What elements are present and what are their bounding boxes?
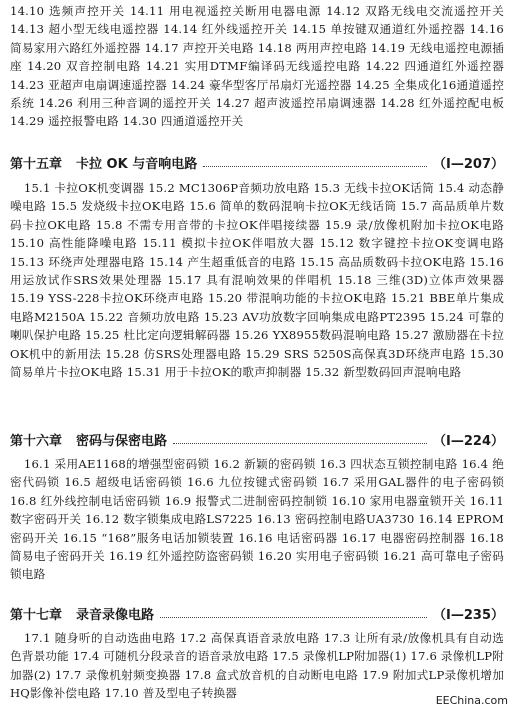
- chapter-16-entries: 16.1 采用AE1168的增强型密码锁 16.2 新颖的密码锁 16.3 四状态互锁控制电路 16.4 绝密代码锁 16.5 超级电话密码锁 16.6 九位按键式密码锁 16.7 采用GAL器件的电子密码锁 16.8 红外线控制电话密码锁 16.9 报警式二进制密码控制锁 16.10 家用电器童锁开关 16.11 数字密码开关 16.12 数字锁集成电路LS7225 16.13 密码控制电路UA3730 16.14 EPROM密码开关 16.15 “168”服务电话加锁装置 16.16 电话密码器 16.17 电器密码控制器 16.18 简易电子密码开关 16.19 红外遥控防盗密码锁 16.20 实用电子密码锁 16.21 高可靠电子密码锁电路: [10, 457, 504, 582]
- chapter-title: 录音录像电路: [76, 607, 155, 623]
- chapter-17-heading[interactable]: [10, 602, 504, 624]
- chapter-number: 第十六章: [10, 433, 63, 449]
- page-reference: （Ⅰ—224）: [433, 433, 504, 449]
- chapter-16-heading[interactable]: [10, 428, 504, 450]
- chapter-14-tail-entries: 14.10 选频声控开关 14.11 用电视遥控关断用电器电源 14.12 双路无线电交流遥控开关 14.13 超小型无线电遥控器 14.14 红外线遥控开关 14.15 单按键双通道红外遥控器 14.16 简易家用六路红外遥控器 14.17 声控开关电路 14.18 两用声控电路 14.19 无线电遥控电源插座 14.20 双音控制电路 14.21 实用DTMF编译码无线遥控电路 14.22 四通道红外遥控器 14.23 亚超声电扇调速遥控器 14.24 豪华型客厅吊扇灯光遥控器 14.25 全集成化16通道遥控系统 14.26 利用三种音调的遥控开关 14.27 超声波遥控吊扇调速器 14.28 红外遥控配电板 14.29 遥控报警电路 14.30 四通道遥控开关: [10, 4, 504, 129]
- chapter-15-entries: 15.1 卡拉OK机变调器 15.2 MC1306P音频功放电路 15.3 无线卡拉OK话筒 15.4 动态静噪电路 15.5 发烧级卡拉OK电路 15.6 简单的数码混响卡拉OK无线话筒 15.7 高品质单片数码卡拉OK电路 15.8 不需专用音带的卡拉OK伴唱接续器 15.9 录/放像机附加卡拉OK电路 15.10 高性能降噪电路 15.11 模拟卡拉OK伴唱放大器 15.12 数字键控卡拉OK变调电路 15.13 环绕声处理器电路 15.14 产生超重低音的电路 15.15 高品质数码卡拉OK电路 15.16 用运放试作SRS效果处理器 15.17 具有混响效果的伴唱机 15.18 三维(3D)立体声效果器 15.19 YSS-228卡拉OK环绕声电路 15.20 带混响功能的卡拉OK电路 15.21 BBE单片集成电路M2150A 15.22 音频功放电路 15.23 AV功放数字回响集成电路PT2395 15.24 可靠的喇叭保护电路 15.25 杜比定向逻辑解码器 15.26 YX8955数码混响电路 15.27 激励器在卡拉OK机中的新用法 15.28 仿SRS处理器电路 15.29 SRS 5250S高保真3D环绕声电路 15.30 简易单片卡拉OK电路 15.31 用于卡拉OK的歌声抑制器 15.32 新型数码回声混响电路: [10, 181, 504, 380]
- chapter-17-entries: 17.1 随身听的自动选曲电路 17.2 高保真语音录放电路 17.3 让所有录/放像机具有自动选色背景功能 17.4 可随机分段录音的语音录放电路 17.5 录像机LP附加器(1) 17.6 录像机LP附加器(2) 17.7 录像机射频变换器 17.8 盒式放音机的自动断电电路 17.9 附加式LP录像机增加HQ影像补偿电路 17.10 普及型电子转换器: [10, 631, 504, 701]
- dot-leader: [160, 609, 427, 618]
- page-reference: （Ⅰ—207）: [433, 156, 504, 172]
- dot-leader: [203, 158, 427, 167]
- chapter-title: 密码与保密电路: [76, 433, 168, 449]
- dot-leader: [173, 435, 427, 444]
- watermark-text: EEChina.com: [435, 694, 508, 707]
- chapter-15-heading[interactable]: [10, 151, 504, 173]
- chapter-number: 第十七章: [10, 607, 63, 623]
- chapter-number: 第十五章: [10, 156, 63, 172]
- chapter-title: 卡拉 OK 与音响电路: [76, 156, 198, 172]
- page-reference: （Ⅰ—235）: [433, 607, 504, 623]
